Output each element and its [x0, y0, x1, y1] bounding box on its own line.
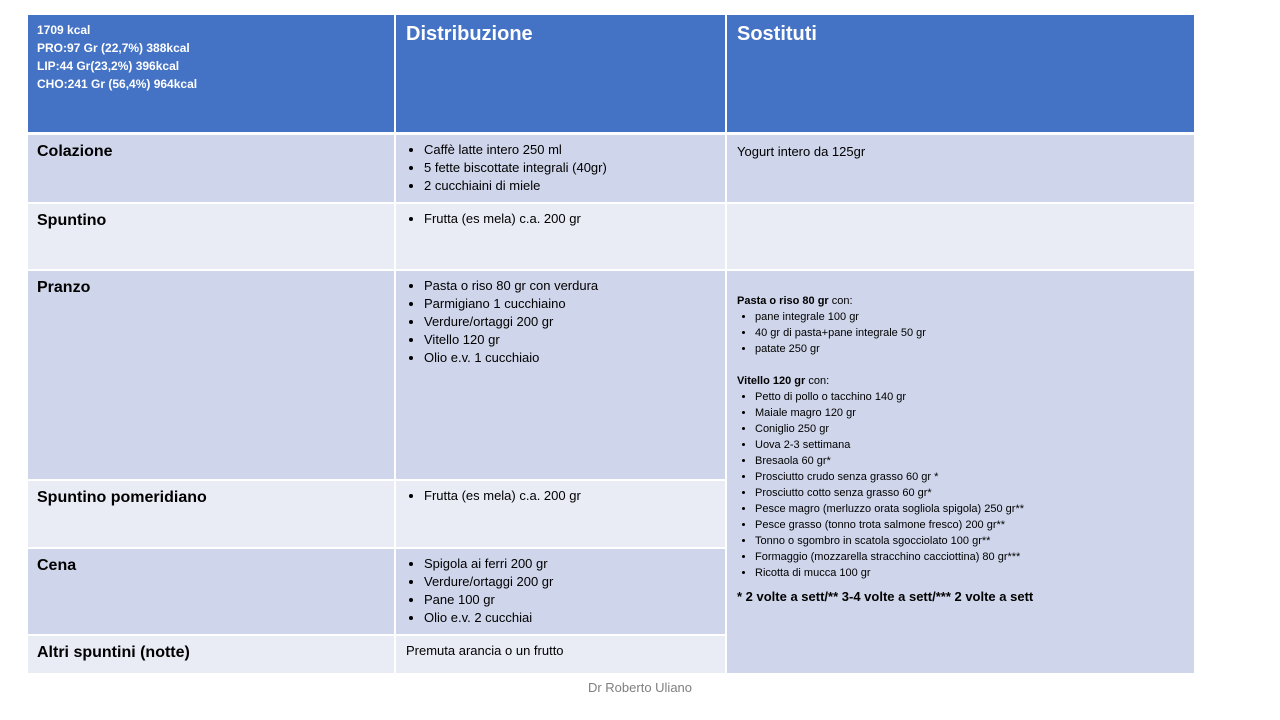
list-item: • patate 250 gr [755, 341, 1184, 357]
list-item: • Maiale magro 120 gr [755, 405, 1184, 421]
pasta-substitutes-list [737, 309, 1184, 357]
summary-lip: LIP:44 Gr(23,2%) 396kcal [37, 59, 180, 73]
vitello-heading: Vitello 120 gr con: [737, 375, 830, 387]
summary-cho: CHO:241 Gr (56,4%) 964kcal [37, 77, 198, 91]
list-item: • 5 fette biscottate integrali (40gr) [424, 159, 715, 177]
header-substitutes: Sostituti [727, 15, 1194, 132]
meal-cena-label: Cena [28, 549, 394, 634]
list-item: • Verdure/ortaggi 200 gr [424, 313, 715, 331]
pasta-heading: Pasta o riso 80 gr con: [737, 295, 853, 307]
list-item: • 40 gr di pasta+pane integrale 50 gr [755, 325, 1184, 341]
meal-cena-items [396, 549, 725, 634]
list-item: • Verdure/ortaggi 200 gr [424, 573, 715, 591]
list-item: • Pasta o riso 80 gr con verdura [424, 277, 715, 295]
meal-colazione-substitute: Yogurt intero da 125gr [727, 135, 1194, 202]
header-distribution: Distribuzione [396, 15, 725, 132]
list-item: • Pesce grasso (tonno trota salmone fresco) 200 gr** [755, 517, 1184, 533]
vitello-substitutes-list [737, 389, 1184, 581]
meal-altri-text: Premuta arancia o un frutto [396, 636, 725, 673]
list-item: • pane integrale 100 gr [755, 309, 1184, 325]
list-item: • Spigola ai ferri 200 gr [424, 555, 715, 573]
substitutes-panel [727, 271, 1194, 673]
meal-altri-label: Altri spuntini (notte) [28, 636, 394, 673]
list-item: • Bresaola 60 gr* [755, 453, 1184, 469]
list-item: • Frutta (es mela) c.a. 200 gr [424, 487, 715, 505]
list-item: • Petto di pollo o tacchino 140 gr [755, 389, 1184, 405]
list-item: • Ricotta di mucca 100 gr [755, 565, 1184, 581]
meal-spuntino-items [396, 204, 725, 269]
list-item: • Uova 2-3 settimana [755, 437, 1184, 453]
frequency-note: * 2 volte a sett/** 3-4 volte a sett/*** 2 volte a sett [737, 589, 1034, 604]
meal-spuntino-pom-label: Spuntino pomeridiano [28, 481, 394, 547]
summary-pro: PRO:97 Gr (22,7%) 388kcal [37, 41, 190, 55]
list-item: • Frutta (es mela) c.a. 200 gr [424, 210, 715, 228]
meal-pranzo-label: Pranzo [28, 271, 394, 479]
meal-spuntino-substitute [727, 204, 1194, 269]
list-item: • Prosciutto crudo senza grasso 60 gr * [755, 469, 1184, 485]
list-item: • Formaggio (mozzarella stracchino cacciottina) 80 gr*** [755, 549, 1184, 565]
list-item: • 2 cucchiaini di miele [424, 177, 715, 195]
footer-author: Dr Roberto Uliano [587, 680, 693, 695]
list-item: • Pane 100 gr [424, 591, 715, 609]
list-item: • Prosciutto cotto senza grasso 60 gr* [755, 485, 1184, 501]
summary-kcal: 1709 kcal [37, 23, 91, 37]
meal-spuntino-label: Spuntino [28, 204, 394, 269]
list-item: • Caffè latte intero 250 ml [424, 141, 715, 159]
list-item: • Tonno o sgombro in scatola sgocciolato 100 gr** [755, 533, 1184, 549]
list-item: • Olio e.v. 2 cucchiai [424, 609, 715, 627]
meal-colazione-items [396, 135, 725, 202]
list-item: • Pesce magro (merluzzo orata sogliola spigola) 250 gr** [755, 501, 1184, 517]
meal-spuntino-pom-items [396, 481, 725, 547]
nutrition-summary [28, 15, 394, 132]
list-item: • Vitello 120 gr [424, 331, 715, 349]
meal-pranzo-items [396, 271, 725, 479]
list-item: • Parmigiano 1 cucchiaino [424, 295, 715, 313]
list-item: • Olio e.v. 1 cucchiaio [424, 349, 715, 367]
list-item: • Coniglio 250 gr [755, 421, 1184, 437]
meal-colazione-label: Colazione [28, 135, 394, 202]
